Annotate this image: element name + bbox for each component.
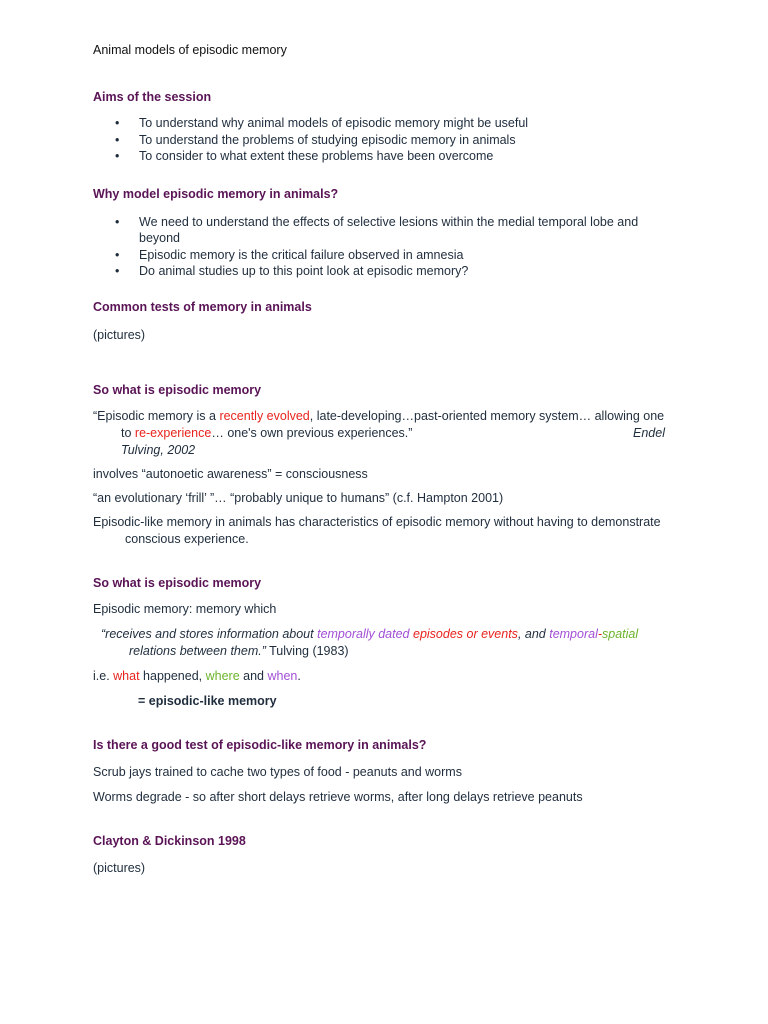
- bullet-icon: •: [115, 264, 120, 278]
- list-item: • To consider to what extent these problems have been overcome: [115, 149, 494, 163]
- episodic-definition-heading: So what is episodic memory: [93, 382, 262, 397]
- worms-degrade-line: Worms degrade - so after short delays retrieve worms, after long delays retrieve peanuts: [93, 789, 583, 804]
- document-title: Animal models of episodic memory: [93, 43, 287, 57]
- tulving-quote: “Episodic memory is a recently evolved, late-developing…past-oriented memory system… allowing one to re-experience… one's own previous experiences.” Endel Tulving, 2002: [93, 408, 665, 457]
- list-item: • To understand why animal models of episodic memory might be useful: [115, 116, 529, 130]
- list-item: • To understand the problems of studying episodic memory in animals: [115, 132, 516, 147]
- episodic-intro: Episodic memory: memory which: [93, 601, 277, 616]
- list-item: • Episodic memory is the critical failure observed in amnesia: [115, 247, 464, 262]
- common-tests-heading: Common tests of memory in animals: [93, 299, 312, 314]
- good-test-heading: Is there a good test of episodic-like memory in animals?: [93, 737, 427, 752]
- bullet-icon: •: [115, 247, 120, 262]
- list-item: • We need to understand the effects of selective lesions within the medial temporal lobe and beyond: [115, 214, 639, 245]
- scrub-jays-line: Scrub jays trained to cache two types of food - peanuts and worms: [93, 764, 462, 779]
- pictures-placeholder-2: (pictures): [93, 860, 146, 875]
- why-heading: Why model episodic memory in animals?: [93, 186, 339, 201]
- bullet-icon: •: [115, 149, 120, 163]
- frill-line: “an evolutionary ‘frill’ ”… “probably unique to humans” (c.f. Hampton 2001): [93, 490, 504, 505]
- aims-list: [93, 115, 665, 165]
- document-page: [93, 42, 665, 877]
- pictures-placeholder: (pictures): [93, 327, 146, 342]
- why-list: [93, 214, 665, 280]
- bullet-icon: •: [115, 116, 120, 130]
- list-item: • Do animal studies up to this point look at episodic memory?: [115, 264, 469, 278]
- bullet-icon: •: [115, 132, 120, 147]
- aims-heading: Aims of the session: [93, 90, 212, 104]
- episodic-memory-heading-2: So what is episodic memory: [93, 575, 262, 590]
- what-where-when-line: i.e. what happened, where and when.: [93, 668, 301, 683]
- autonoetic-line: involves “autonoetic awareness” = consciousness: [93, 466, 368, 481]
- episodic-like-equals: = episodic-like memory: [138, 693, 277, 708]
- episodic-like-line: Episodic-like memory in animals has characteristics of episodic memory without having to demonstrate conscious experience.: [93, 514, 661, 546]
- bullet-icon: •: [115, 214, 120, 229]
- clayton-heading: Clayton & Dickinson 1998: [93, 833, 246, 848]
- tulving-1983-quote: “receives and stores information about temporally dated episodes or events, and temporal-spatial relations between them.” Tulving (1983): [101, 626, 639, 658]
